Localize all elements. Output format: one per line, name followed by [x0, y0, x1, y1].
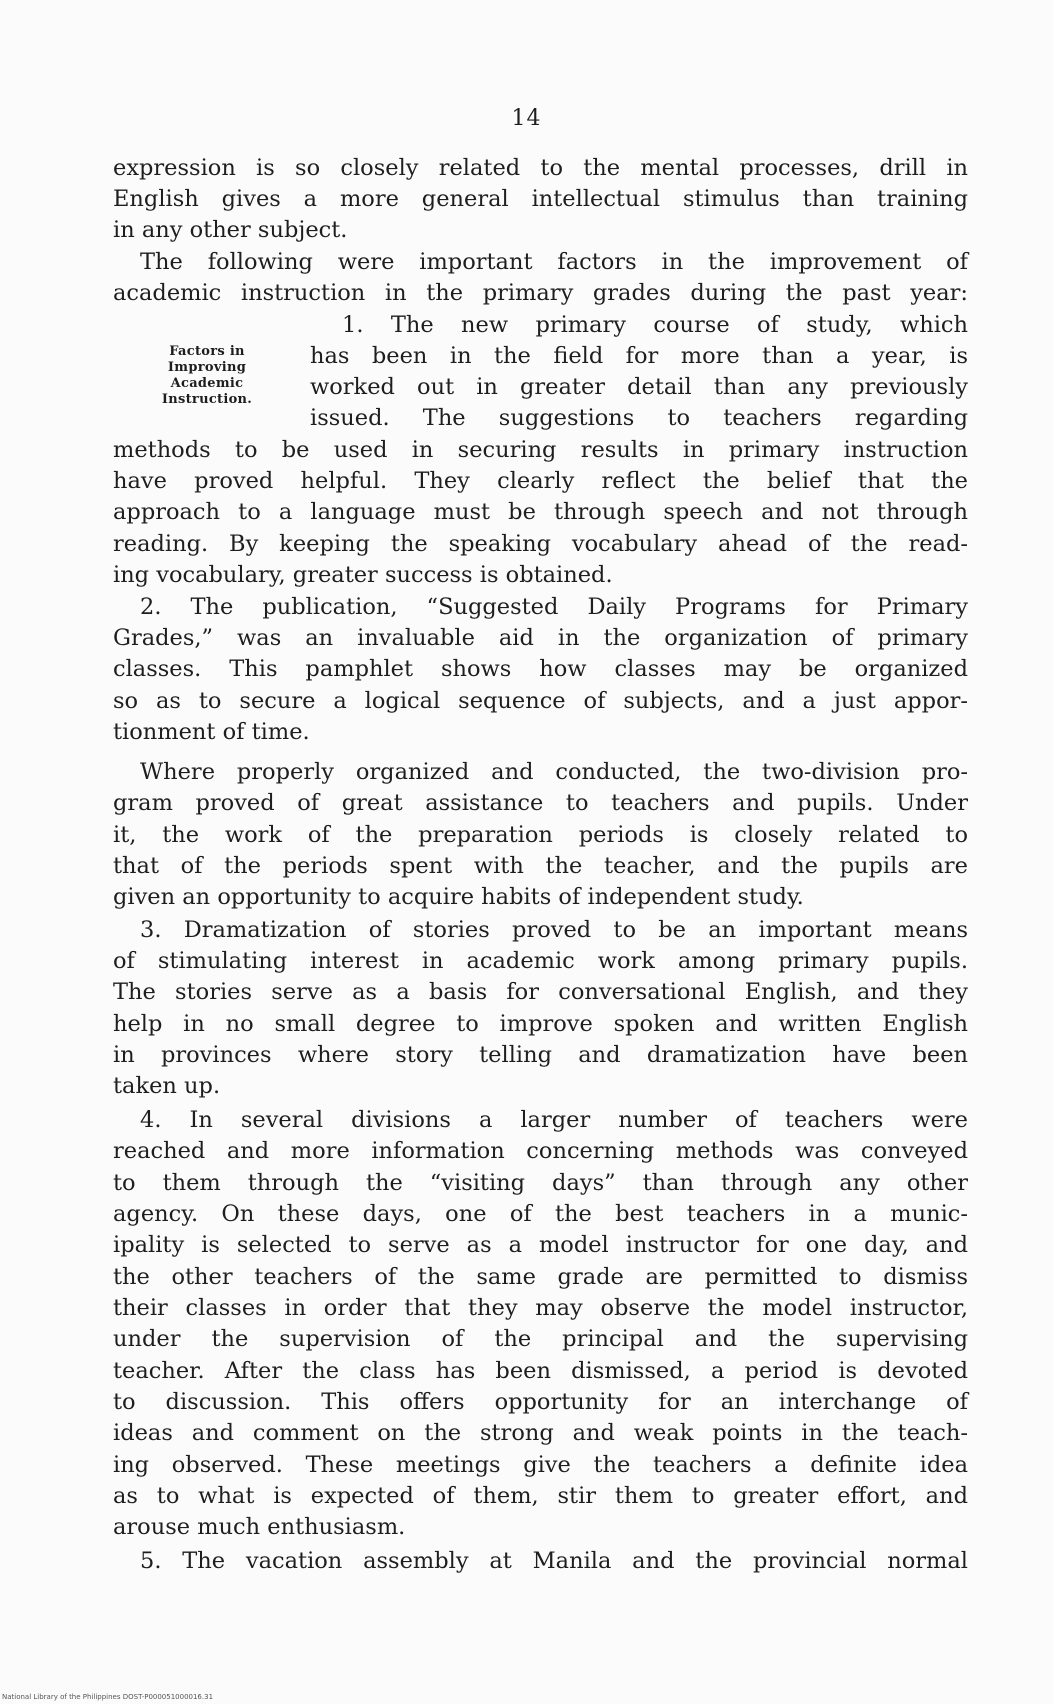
text-line: as to what is expected of them, stir them to greater effort, and	[113, 1483, 968, 1509]
text-line: The stories serve as a basis for conversational English, and they	[113, 979, 968, 1005]
text-line: under the supervision of the principal and the supervising	[113, 1326, 968, 1352]
text-line: given an opportunity to acquire habits of independent study.	[113, 884, 804, 910]
text-line: gram proved of great assistance to teachers and pupils. Under	[113, 790, 968, 816]
text-line: The following were important factors in the improvement of	[140, 249, 968, 275]
text-line: issued. The suggestions to teachers regarding	[310, 405, 968, 431]
text-line: expression is so closely related to the mental processes, drill in	[113, 155, 968, 181]
margin-note	[132, 344, 282, 408]
margin-note-line: Academic	[170, 376, 244, 391]
text-line: teacher. After the class has been dismissed, a period is devoted	[113, 1358, 968, 1384]
text-line: ideas and comment on the strong and weak points in the teach-	[113, 1420, 968, 1446]
text-line: taken up.	[113, 1073, 221, 1099]
text-line: help in no small degree to improve spoken and written English	[113, 1011, 968, 1037]
text-line: it, the work of the preparation periods is closely related to	[113, 822, 968, 848]
text-line: ing vocabulary, greater success is obtained.	[113, 562, 613, 588]
text-line: methods to be used in securing results in primary instruction	[113, 437, 968, 463]
text-line: their classes in order that they may observe the model instructor,	[113, 1295, 968, 1321]
text-line: 2. The publication, “Suggested Daily Programs for Primary	[140, 594, 968, 620]
text-line: English gives a more general intellectual stimulus than training	[113, 186, 968, 212]
scan-footer: National Library of the Philippines DOST-P000051000016.31	[2, 1693, 214, 1701]
text-line: reached and more information concerning methods was conveyed	[113, 1138, 968, 1164]
text-line: Grades,” was an invaluable aid in the organization of primary	[113, 625, 968, 651]
text-line: in provinces where story telling and dramatization have been	[113, 1042, 968, 1068]
text-line: classes. This pamphlet shows how classes may be organized	[113, 656, 968, 682]
text-line: 5. The vacation assembly at Manila and the provincial normal	[140, 1548, 968, 1574]
text-line: reading. By keeping the speaking vocabulary ahead of the read-	[113, 531, 968, 557]
text-line: that of the periods spent with the teacher, and the pupils are	[113, 853, 968, 879]
text-line: arouse much enthusiasm.	[113, 1514, 406, 1540]
text-line: Where properly organized and conducted, the two-division pro-	[140, 759, 968, 785]
text-line: worked out in greater detail than any previously	[310, 374, 968, 400]
text-line: of stimulating interest in academic work among primary pupils.	[113, 948, 968, 974]
text-line: 4. In several divisions a larger number of teachers were	[140, 1107, 968, 1133]
text-line: have proved helpful. They clearly reflect the belief that the	[113, 468, 968, 494]
page-number: 14	[511, 106, 542, 131]
text-line: to them through the “visiting days” than through any other	[113, 1170, 968, 1196]
text-line: the other teachers of the same grade are permitted to dismiss	[113, 1264, 968, 1290]
text-line: ing observed. These meetings give the teachers a definite idea	[113, 1452, 968, 1478]
text-line: tionment of time.	[113, 719, 310, 745]
text-line: 3. Dramatization of stories proved to be an important means	[140, 917, 968, 943]
text-line: so as to secure a logical sequence of subjects, and a just appor-	[113, 688, 968, 714]
margin-note-line: Improving	[167, 360, 247, 375]
text-line: ipality is selected to serve as a model instructor for one day, and	[113, 1232, 968, 1258]
text-line: has been in the field for more than a year, is	[310, 343, 968, 369]
text-line: to discussion. This offers opportunity for an interchange of	[113, 1389, 968, 1415]
text-line: agency. On these days, one of the best teachers in a munic-	[113, 1201, 968, 1227]
text-line: approach to a language must be through speech and not through	[113, 499, 968, 525]
margin-note-line: Factors in	[169, 344, 245, 359]
text-line: in any other subject.	[113, 217, 348, 243]
text-line: 1. The new primary course of study, which	[342, 312, 968, 338]
margin-note-line: Instruction.	[161, 392, 253, 407]
text-line: academic instruction in the primary grades during the past year:	[113, 280, 968, 306]
